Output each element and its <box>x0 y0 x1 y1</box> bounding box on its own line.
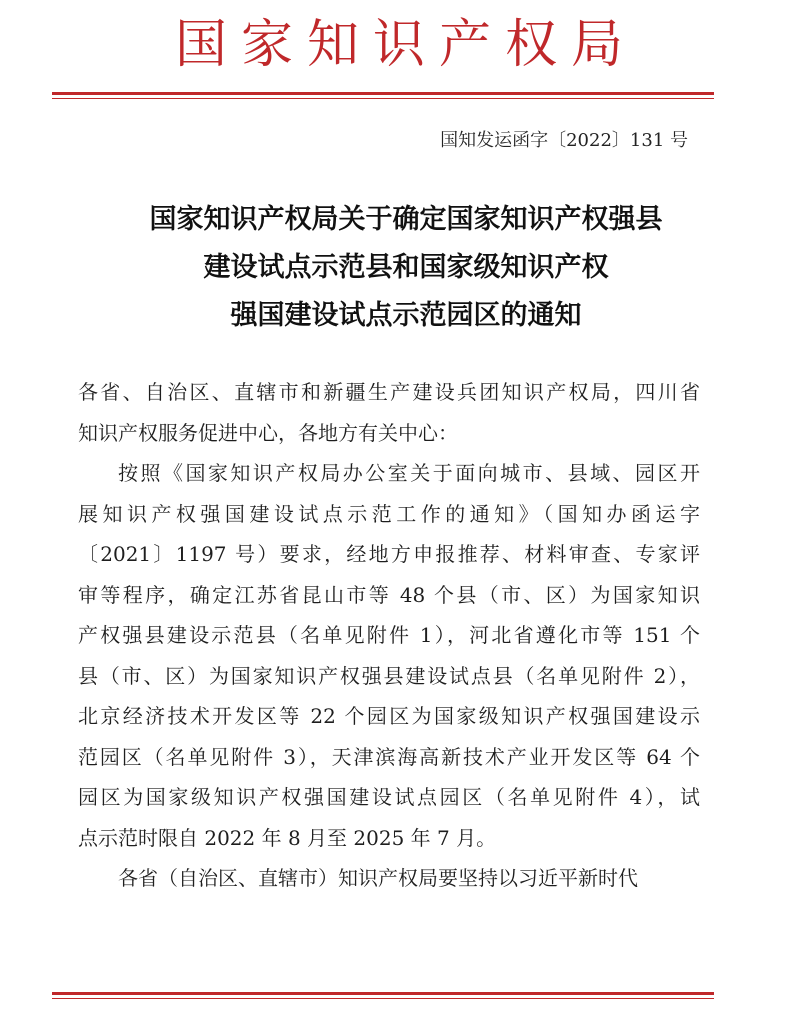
body-line: 北京经济技术开发区等 22 个园区为国家级知识产权强国建设示 <box>78 704 700 728</box>
body-line: 各省（自治区、直辖市）知识产权局要坚持以习近平新时代 <box>118 866 638 890</box>
body-line: 展知识产权强国建设试点示范工作的通知》（国知办函运字 <box>78 501 700 526</box>
title-line: 国家知识产权局关于确定国家知识产权强县 <box>149 204 663 235</box>
footer-rule-thin <box>52 998 714 999</box>
document-number: 国知发运函字〔2022〕131 号 <box>440 130 688 151</box>
agency-header-title: 国家知识产权局 <box>174 15 637 75</box>
body-line: 点示范时限自 2022 年 8 月至 2025 年 7 月。 <box>78 825 497 850</box>
body-line: 各省、自治区、直辖市和新疆生产建设兵团知识产权局，四川省 <box>78 380 700 404</box>
body-line: 县（市、区）为国家知识产权强县建设试点县（名单见附件 2）， <box>78 663 700 688</box>
footer-rule-thick <box>52 992 714 995</box>
header-rule-thin <box>52 98 714 99</box>
body-line: 〔2021〕1197 号）要求，经地方申报推荐、材料审查、专家评 <box>78 542 700 566</box>
title-line: 建设试点示范县和国家级知识产权 <box>203 252 609 283</box>
document-title <box>0 196 812 340</box>
body-line: 范园区（名单见附件 3），天津滨海高新技术产业开发区等 64 个 <box>78 744 700 769</box>
title-line: 强国建设试点示范园区的通知 <box>230 300 582 331</box>
body-line: 知识产权服务促进中心，各地方有关中心： <box>78 420 458 445</box>
header-rule-thick <box>52 92 714 95</box>
document-body <box>78 372 700 899</box>
body-line: 审等程序，确定江苏省昆山市等 48 个县（市、区）为国家知识 <box>78 582 700 607</box>
body-line: 园区为国家级知识产权强国建设试点园区（名单见附件 4），试 <box>78 785 700 809</box>
body-line: 按照《国家知识产权局办公室关于面向城市、县域、园区开 <box>118 461 700 485</box>
body-line: 产权强县建设示范县（名单见附件 1），河北省遵化市等 151 个 <box>78 623 700 647</box>
